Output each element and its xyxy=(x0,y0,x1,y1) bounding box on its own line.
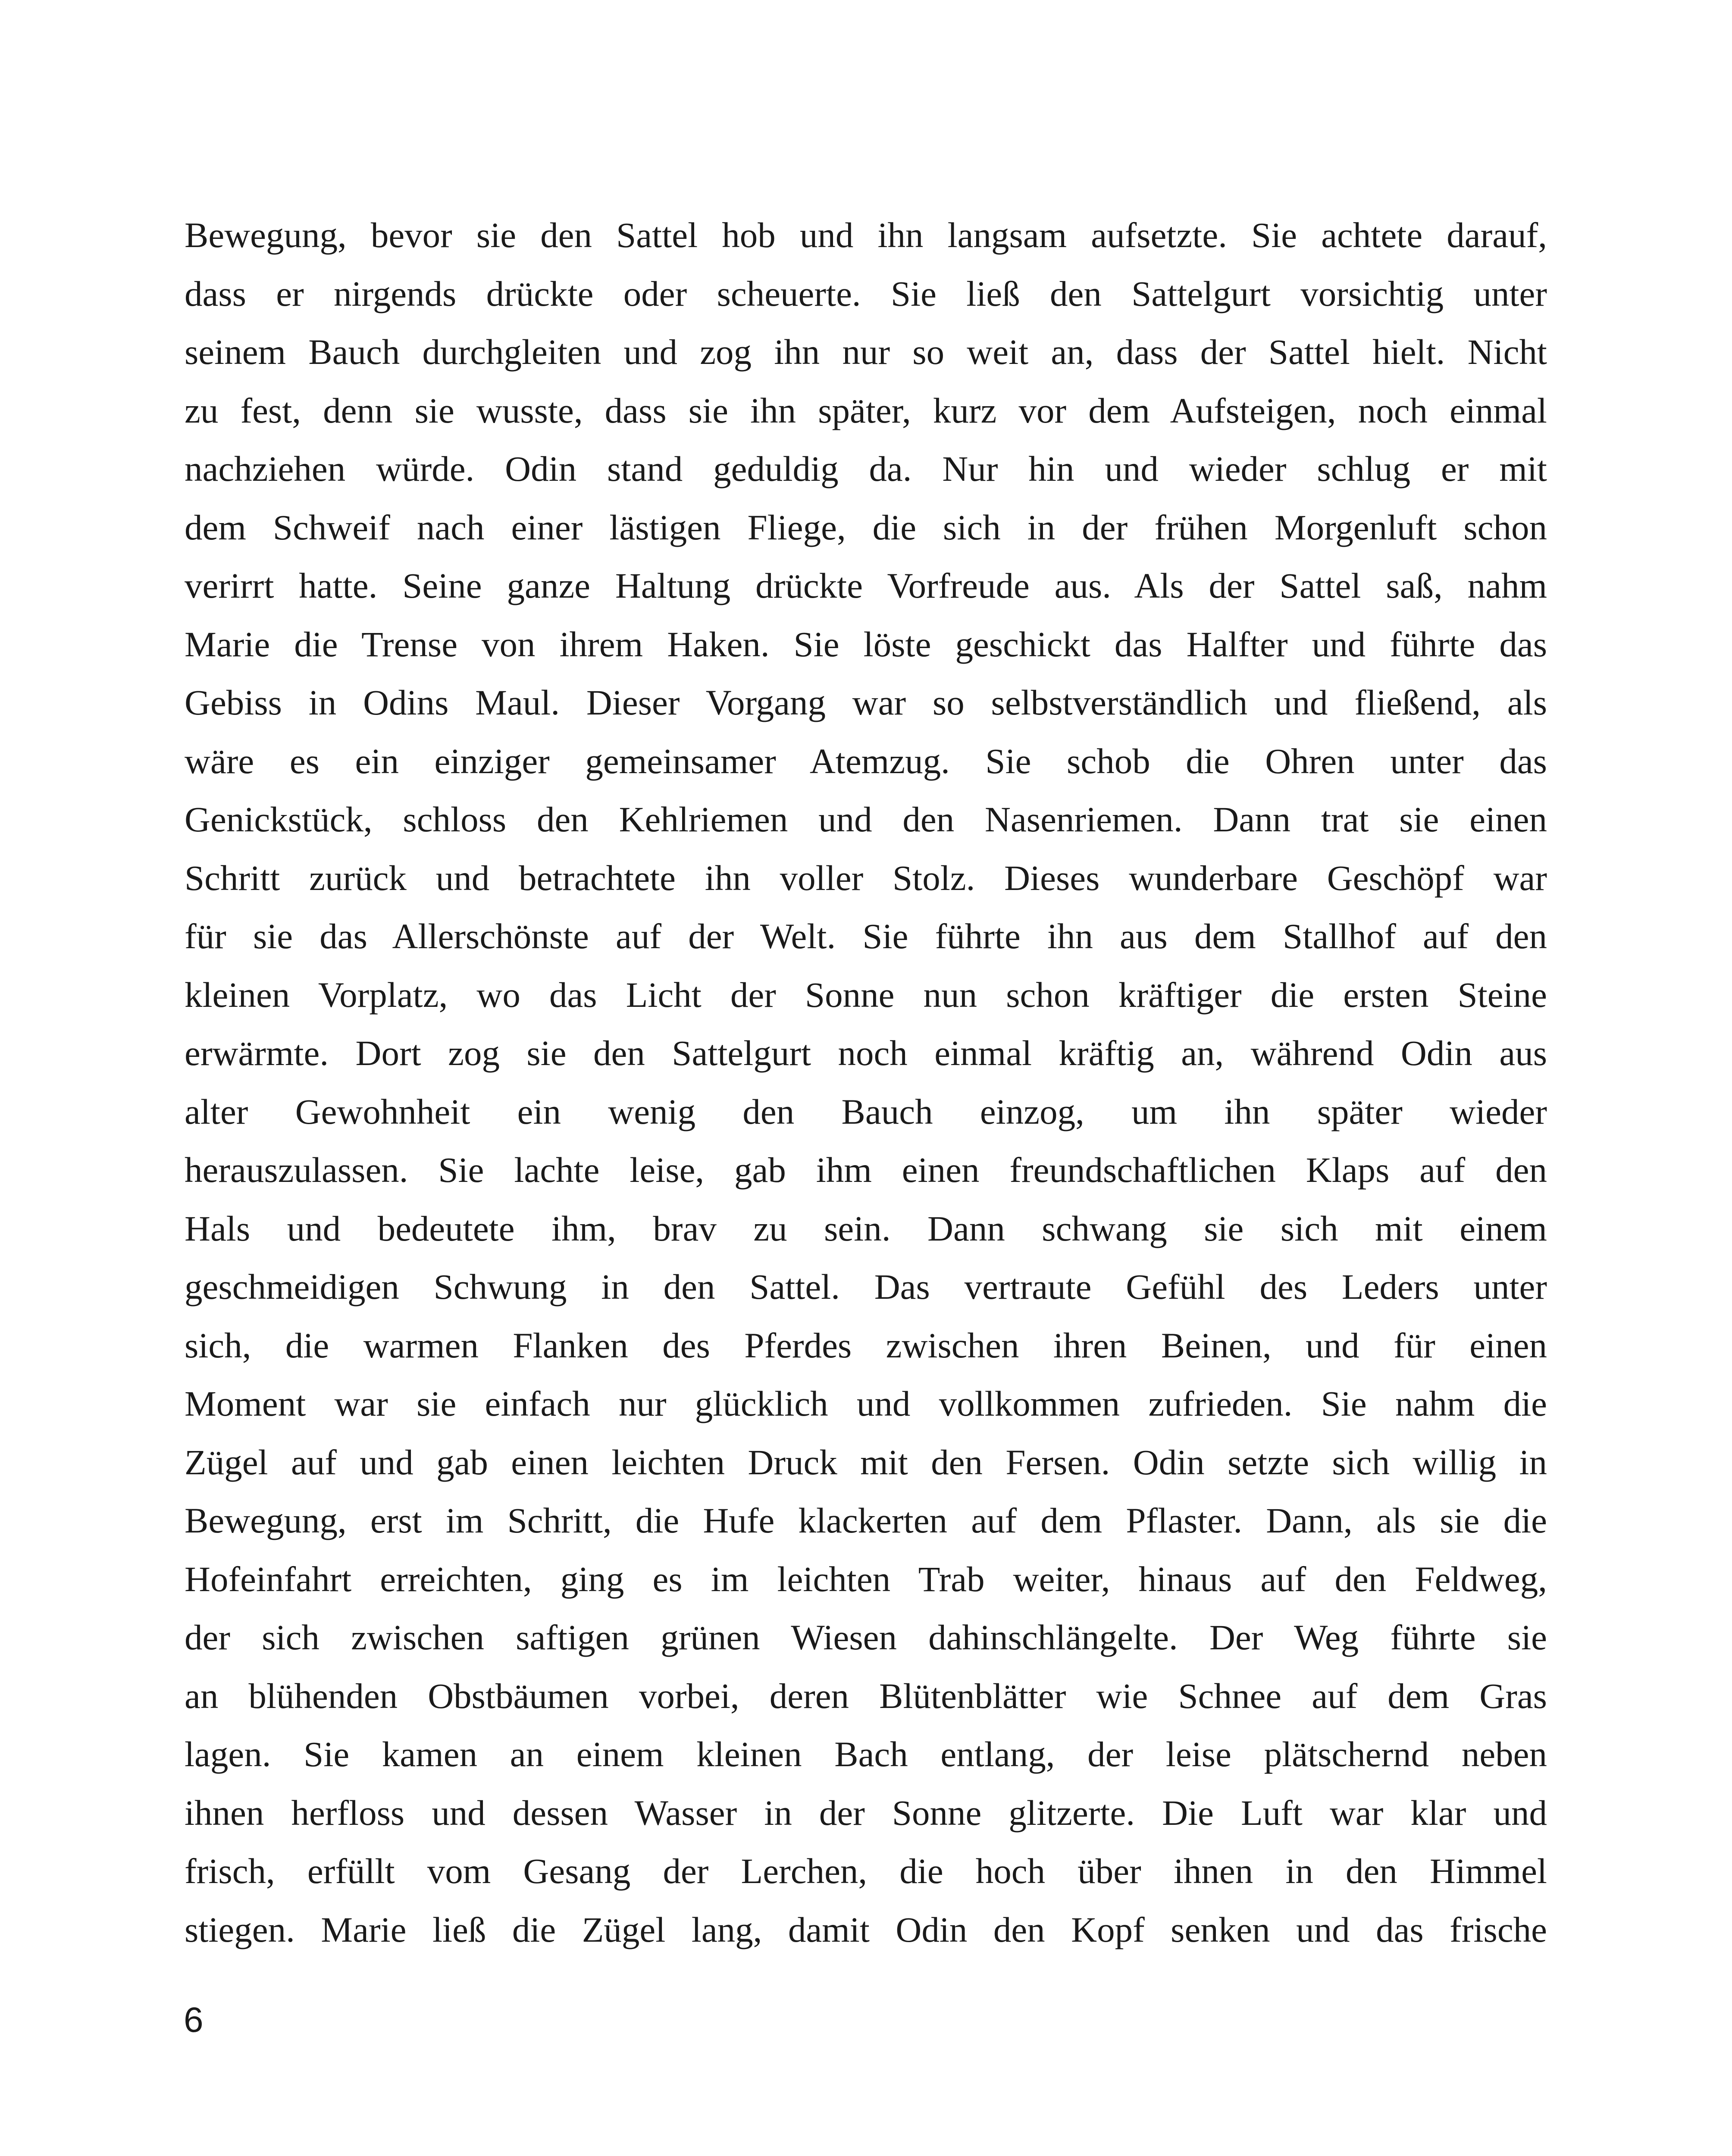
text-line-2: dass er nirgends drückte oder scheuerte. Sie ließ den Sattelgurt vorsichtig unter xyxy=(185,273,1547,313)
text-line-30: stiegen. Marie ließ die Zügel lang, damit Odin den Kopf senken und das frische xyxy=(185,1909,1547,1949)
body-text xyxy=(185,206,1547,1959)
text-line-16: alter Gewohnheit ein wenig den Bauch einzog, um ihn später wieder xyxy=(185,1091,1547,1131)
text-line-11: Genickstück, schloss den Kehlriemen und den Nasenriemen. Dann trat sie einen xyxy=(185,799,1547,839)
text-line-4: zu fest, denn sie wusste, dass sie ihn später, kurz vor dem Aufsteigen, noch einmal xyxy=(185,390,1547,430)
text-line-13: für sie das Allerschönste auf der Welt. Sie führte ihn aus dem Stallhof auf den xyxy=(185,916,1547,956)
text-line-21: Moment war sie einfach nur glücklich und vollkommen zufrieden. Sie nahm die xyxy=(185,1384,1547,1423)
text-line-8: Marie die Trense von ihrem Haken. Sie löste geschickt das Halfter und führte das xyxy=(185,624,1547,664)
text-line-9: Gebiss in Odins Maul. Dieser Vorgang war so selbstverständlich und fließend, als xyxy=(185,683,1547,722)
text-line-23: Bewegung, erst im Schritt, die Hufe klackerten auf dem Pflaster. Dann, als sie die xyxy=(185,1501,1547,1540)
text-line-28: ihnen herfloss und dessen Wasser in der Sonne glitzerte. Die Luft war klar und xyxy=(185,1792,1547,1833)
text-line-1: Bewegung, bevor sie den Sattel hob und ihn langsam aufsetzte. Sie achtete darauf, xyxy=(185,215,1547,255)
text-line-26: an blühenden Obstbäumen vorbei, deren Blütenblätter wie Schnee auf dem Gras xyxy=(185,1676,1547,1716)
text-line-18: Hals und bedeutete ihm, brav zu sein. Dann schwang sie sich mit einem xyxy=(185,1208,1547,1248)
text-line-10: wäre es ein einziger gemeinsamer Atemzug. Sie schob die Ohren unter das xyxy=(185,741,1547,781)
text-line-15: erwärmte. Dort zog sie den Sattelgurt noch einmal kräftig an, während Odin aus xyxy=(185,1033,1547,1073)
text-line-17: herauszulassen. Sie lachte leise, gab ihm einen freundschaftlichen Klaps auf den xyxy=(185,1150,1547,1190)
text-line-5: nachziehen würde. Odin stand geduldig da. Nur hin und wieder schlug er mit xyxy=(185,449,1547,489)
text-line-29: frisch, erfüllt vom Gesang der Lerchen, die hoch über ihnen in den Himmel xyxy=(185,1851,1547,1891)
text-line-12: Schritt zurück und betrachtete ihn voller Stolz. Dieses wunderbare Geschöpf war xyxy=(185,858,1547,898)
text-line-20: sich, die warmen Flanken des Pferdes zwischen ihren Beinen, und für einen xyxy=(185,1325,1547,1365)
text-line-22: Zügel auf und gab einen leichten Druck mit den Fersen. Odin setzte sich willig in xyxy=(185,1442,1547,1482)
text-line-24: Hofeinfahrt erreichten, ging es im leichten Trab weiter, hinaus auf den Feldweg, xyxy=(185,1559,1547,1599)
text-line-19: geschmeidigen Schwung in den Sattel. Das vertraute Gefühl des Leders unter xyxy=(185,1267,1547,1307)
text-line-25: der sich zwischen saftigen grünen Wiesen dahinschlängelte. Der Weg führte sie xyxy=(185,1617,1547,1657)
text-line-14: kleinen Vorplatz, wo das Licht der Sonne nun schon kräftiger die ersten Steine xyxy=(185,975,1547,1015)
text-line-6: dem Schweif nach einer lästigen Fliege, die sich in der frühen Morgenluft schon xyxy=(185,507,1547,547)
text-line-7: verirrt hatte. Seine ganze Haltung drückte Vorfreude aus. Als der Sattel saß, nahm xyxy=(185,566,1547,605)
text-line-27: lagen. Sie kamen an einem kleinen Bach entlang, der leise plätschernd neben xyxy=(185,1734,1547,1774)
page-number: 6 xyxy=(184,2000,204,2040)
text-line-3: seinem Bauch durchgleiten und zog ihn nur so weit an, dass der Sattel hielt. Nicht xyxy=(185,332,1547,372)
